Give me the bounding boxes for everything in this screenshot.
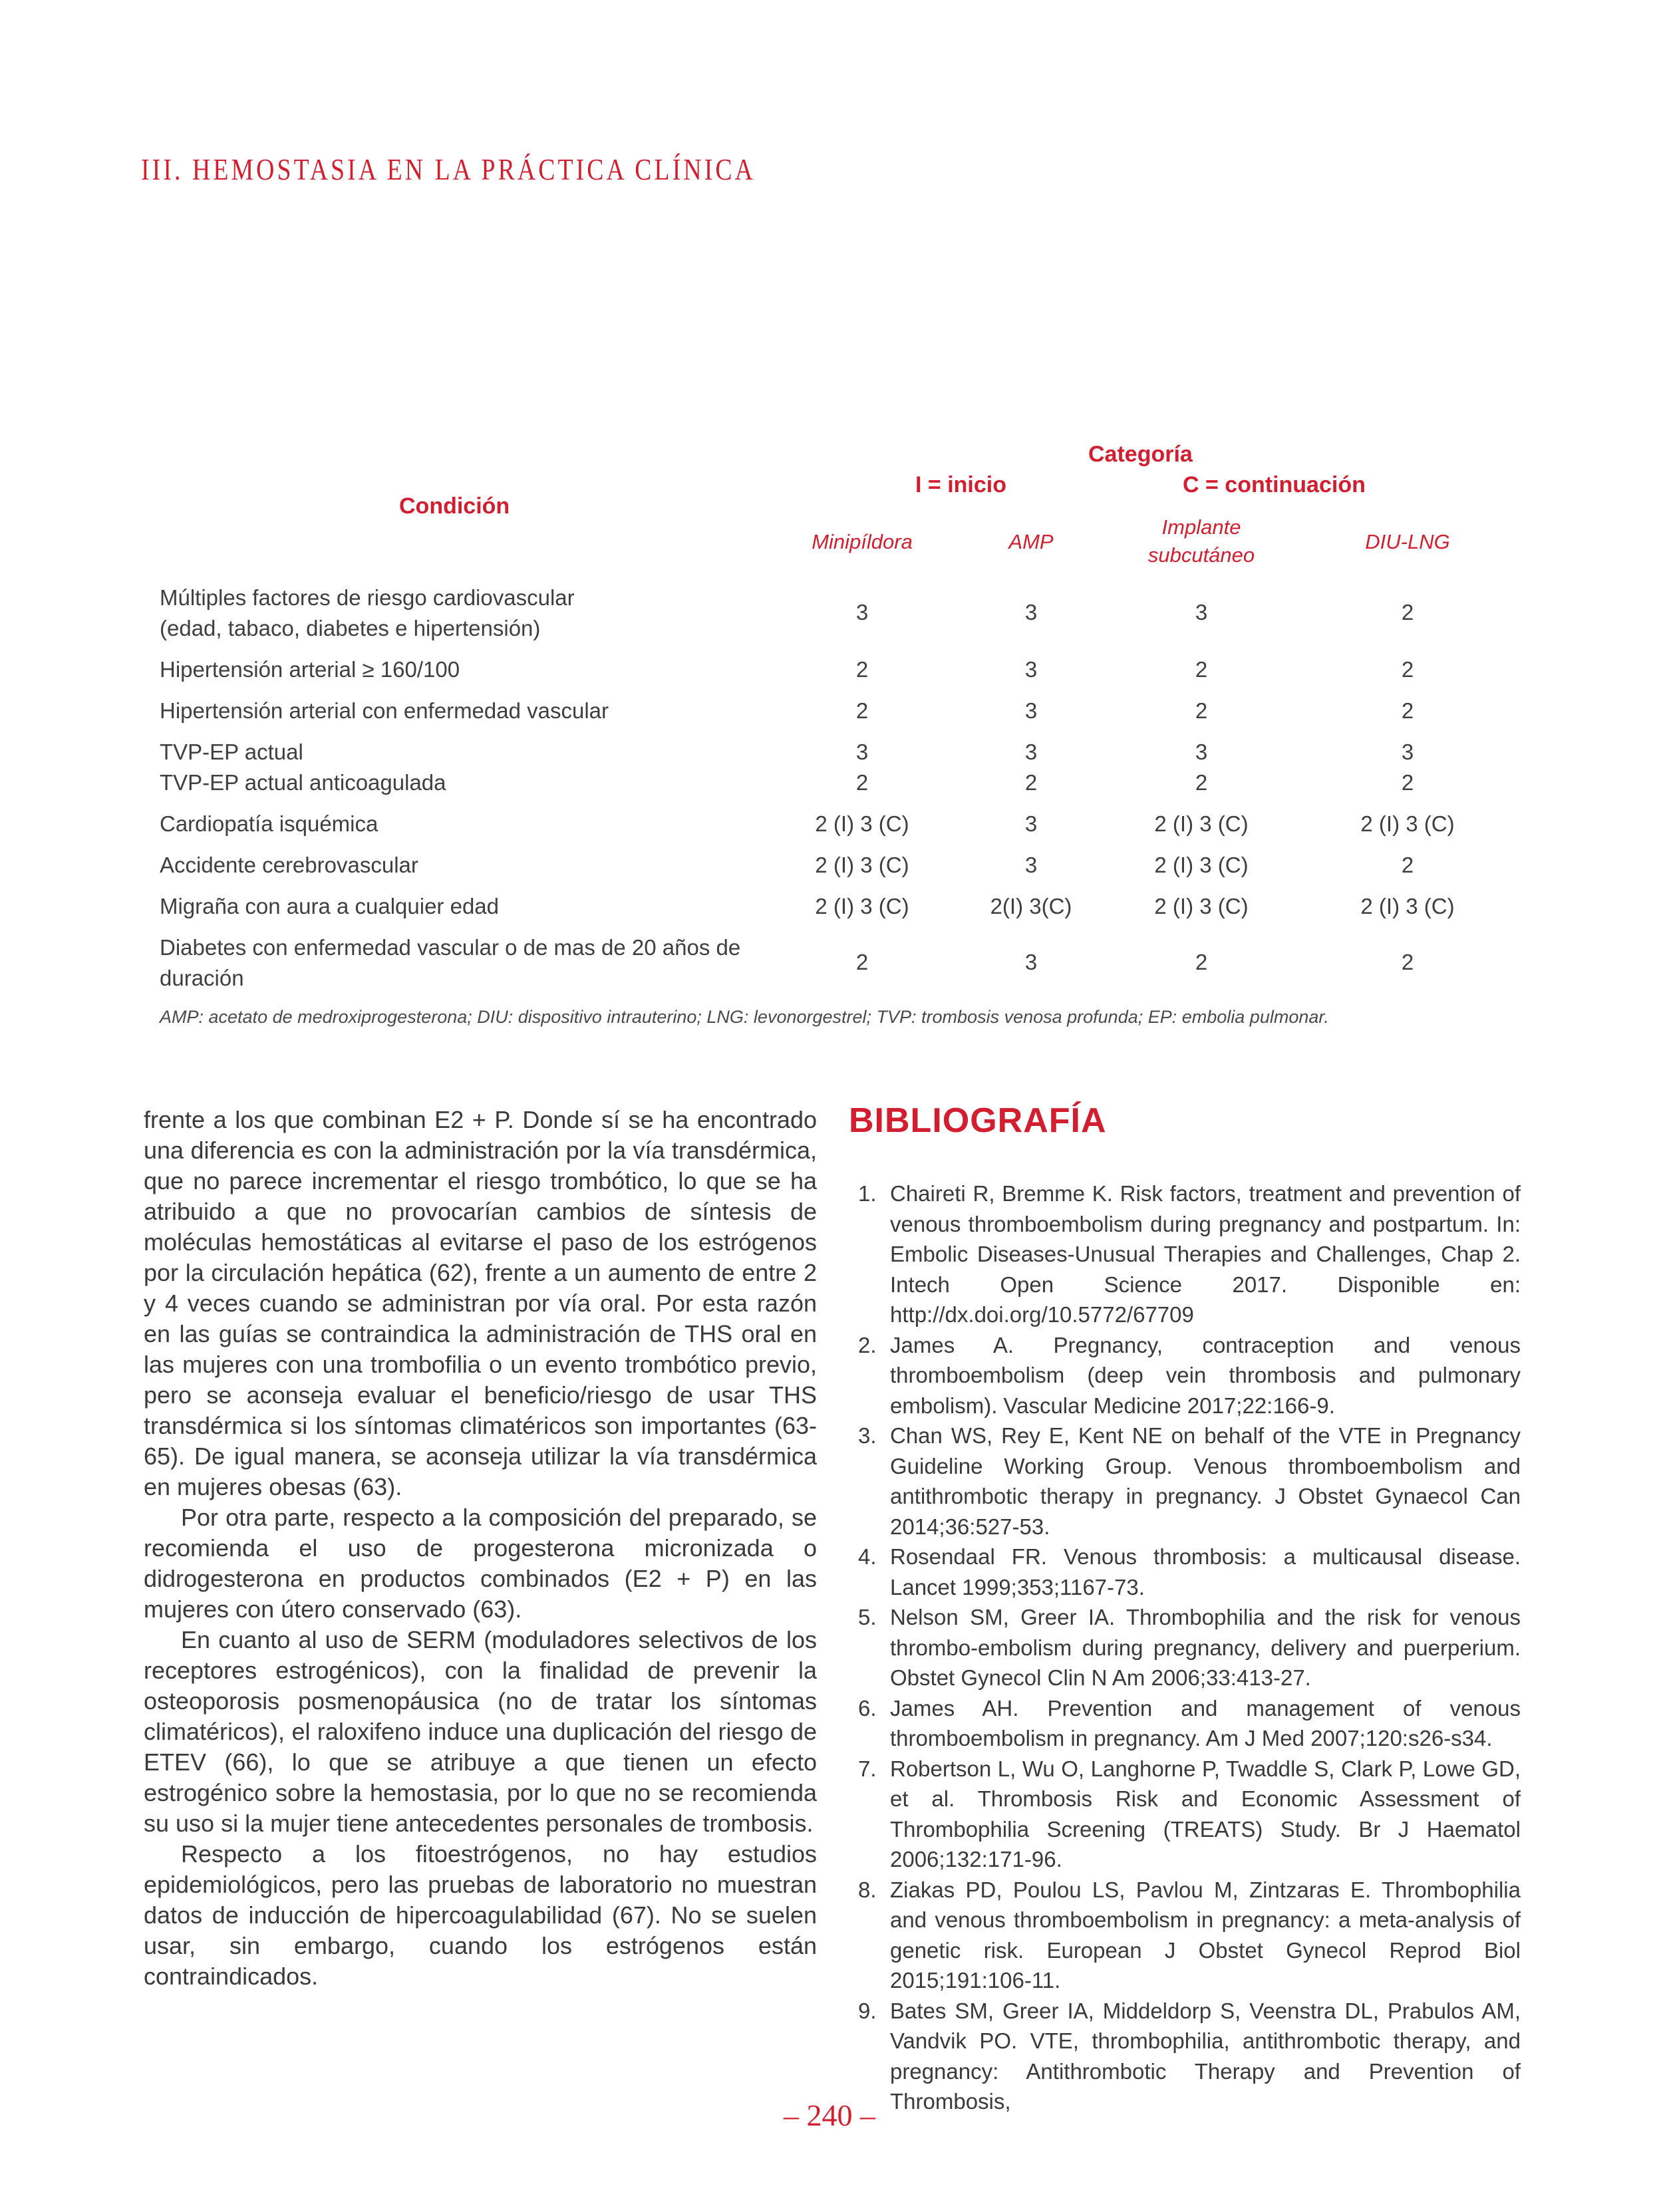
reference-item xyxy=(858,1330,1521,1421)
table-cell: 2 xyxy=(1401,853,1414,877)
reference-item xyxy=(858,1875,1521,1996)
table-cell: 2 xyxy=(1401,770,1414,795)
column-header-diu-lng: DIU-LNG xyxy=(1365,530,1450,553)
table-cell: 2 xyxy=(1401,950,1414,974)
condition-header: Condición xyxy=(399,493,510,519)
reference-text: Nelson SM, Greer IA. Thrombophilia and the risk for venous thrombo-embolism during pregnancy, delivery and puerperium. Obstet Gynecol Clin N Am 2006;33:413-27. xyxy=(890,1605,1521,1690)
reference-number: 6. xyxy=(858,1695,877,1721)
table-row-condition: TVP-EP actual xyxy=(160,740,303,764)
reference-number: 8. xyxy=(858,1877,877,1902)
reference-text: Robertson L, Wu O, Langhorne P, Twaddle S, Clark P, Lowe GD, et al. Thrombosis Risk and Economic Assessment of Thrombophilia Screening (TREATS) Study. Br J Haematol 2006;132:171-96. xyxy=(890,1756,1521,1871)
bibliography-title: BIBLIOGRAFÍA xyxy=(849,1101,1107,1140)
reference-number: 3. xyxy=(858,1423,877,1448)
body-paragraph: Respecto a los fitoestrógenos, no hay estudios epidemiológicos, pero las pruebas de laboratorio no muestran datos de inducción de hipercoagulabilidad (67). No se suelen usar, sin embargo, cuando los estrógenos están contraindicados. xyxy=(144,1840,817,1990)
reference-item xyxy=(858,1754,1521,1875)
table-cell: 2 xyxy=(1195,657,1208,682)
table-row-condition: Hipertensión arterial ≥ 160/100 xyxy=(160,657,460,682)
body-paragraph: En cuanto al uso de SERM (moduladores selectivos de los receptores estrogénicos), con la finalidad de prevenir la osteoporosis posmenopáusica (no de tratar los síntomas climatéricos), el raloxifeno induce una duplicación del riesgo de ETEV (66), lo que se atribuye a que tienen un efecto estrogénico sobre la hemostasia, por lo que no se recomienda su uso si la mujer tiene antecedentes personales de trombosis. xyxy=(144,1626,817,1837)
table-cell: 3 xyxy=(855,600,869,624)
table-cell: 3 xyxy=(1024,698,1038,723)
section-header: III. HEMOSTASIA EN LA PRÁCTICA CLÍNICA xyxy=(141,152,756,186)
table-cell: 2 (I) 3 (C) xyxy=(815,894,909,918)
table-cell: 2 xyxy=(1401,657,1414,682)
table-row-condition: Accidente cerebrovascular xyxy=(160,853,418,877)
category-header: Categoría xyxy=(1088,442,1193,467)
table-cell: 3 xyxy=(1024,811,1038,836)
reference-item xyxy=(858,1178,1521,1330)
reference-text: Chaireti R, Bremme K. Risk factors, treatment and prevention of venous thromboembolism during pregnancy and postpartum. In: Embolic Diseases-Unusual Therapies and Challenges, Chap 2. Intech Open Science 2017. Disponible en: http://dx.doi.org/10.5772/67709 xyxy=(890,1181,1521,1327)
table-footnote: AMP: acetato de medroxiprogesterona; DIU: dispositivo intrauterino; LNG: levonorgestrel; TVP: trombosis venosa profunda; EP: embolia pulmonar. xyxy=(160,1007,1329,1027)
table-cell: 3 xyxy=(1024,657,1038,682)
body-paragraph: frente a los que combinan E2 + P. Donde sí se ha encontrado una diferencia es con la administración por la vía transdérmica, que no parece incrementar el riesgo trombótico, lo que se ha atribuido a que no provocarían cambios de síntesis de moléculas hemostáticas al evitarse el paso de los estrógenos por la circulación hepática (62), frente a un aumento de entre 2 y 4 veces cuando se administran por vía oral. Por esta razón en las guías se contraindica la administración de THS oral en las mujeres con una trombofilia o un evento trombótico previo, pero se aconseja evaluar el beneficio/riesgo de usar THS transdérmica si los síntomas climatéricos son importantes (63-65). De igual manera, se aconseja utilizar la vía transdérmica en mujeres obesas (63). xyxy=(144,1106,817,1500)
reference-item xyxy=(858,1693,1521,1754)
table-cell: 2 (I) 3 (C) xyxy=(1360,811,1455,836)
reference-number: 5. xyxy=(858,1605,877,1629)
reference-number: 2. xyxy=(858,1332,877,1357)
table-cell: 2 xyxy=(1401,600,1414,624)
reference-text: Ziakas PD, Poulou LS, Pavlou M, Zintzaras E. Thrombophilia and venous thromboembolism in pregnancy: a meta-analysis of genetic risk. European J Obstet Gynecol Reprod Biol 2015;191:106-11. xyxy=(890,1877,1521,1993)
table-cell: 3 xyxy=(1195,600,1208,624)
table-cell: 2(I) 3(C) xyxy=(990,894,1072,918)
table-row-condition: Múltiples factores de riesgo cardiovascular (edad, tabaco, diabetes e hipertensión) xyxy=(160,585,575,640)
table-cell: 3 xyxy=(1024,740,1038,764)
reference-number: 4. xyxy=(858,1544,877,1569)
reference-text: Rosendaal FR. Venous thrombosis: a multicausal disease. Lancet 1999;353;1167-73. xyxy=(890,1544,1521,1599)
legend-inicio: I = inicio xyxy=(915,472,1006,497)
table-row-condition: Hipertensión arterial con enfermedad vascular xyxy=(160,698,609,723)
column-header-amp: AMP xyxy=(1008,530,1054,553)
table-cell: 2 xyxy=(1195,950,1208,974)
table-cell: 2 xyxy=(1195,698,1208,723)
table-cell: 3 xyxy=(1401,740,1414,764)
reference-text: Chan WS, Rey E, Kent NE on behalf of the VTE in Pregnancy Guideline Working Group. Venous thromboembolism and antithrombotic therapy in pregnancy. J Obstet Gynaecol Can 2014;36:527-53. xyxy=(890,1423,1521,1539)
table-row-condition: Diabetes con enfermedad vascular o de mas de 20 años de duración xyxy=(160,935,741,990)
body-text-column xyxy=(144,1105,817,1992)
table-cell: 3 xyxy=(1024,853,1038,877)
table-cell: 2 xyxy=(1024,770,1038,795)
legend-continuacion: C = continuación xyxy=(1183,472,1366,497)
body-paragraph: Por otra parte, respecto a la composición del preparado, se recomienda el uso de progesterona micronizada o didrogesterona en productos combinados (E2 + P) en las mujeres con útero conservado (63). xyxy=(144,1504,817,1623)
table-cell: 2 xyxy=(855,698,869,723)
table-cell: 3 xyxy=(855,740,869,764)
reference-item xyxy=(858,1542,1521,1602)
table-cell: 2 (I) 3 (C) xyxy=(1154,853,1249,877)
table-cell: 3 xyxy=(1195,740,1208,764)
bibliography-list xyxy=(858,1178,1521,2117)
reference-number: 1. xyxy=(858,1181,877,1206)
table-cell: 2 xyxy=(1401,698,1414,723)
table-row-condition: Cardiopatía isquémica xyxy=(160,811,378,836)
reference-item xyxy=(858,1602,1521,1693)
column-header-implante: Implante subcutáneo xyxy=(1147,515,1255,567)
table-cell: 2 xyxy=(1195,770,1208,795)
reference-item xyxy=(858,1421,1521,1542)
table-cell: 2 xyxy=(855,770,869,795)
reference-text: James AH. Prevention and management of venous thromboembolism in pregnancy. Am J Med 2007;120:s26-s34. xyxy=(890,1695,1521,1750)
table-cell: 2 (I) 3 (C) xyxy=(815,811,909,836)
table-cell: 2 xyxy=(855,657,869,682)
page-number: – 240 – xyxy=(784,2098,875,2132)
reference-number: 7. xyxy=(858,1756,877,1781)
reference-number: 9. xyxy=(858,1998,877,2023)
table-cell: 2 (I) 3 (C) xyxy=(1154,894,1249,918)
table-cell: 2 (I) 3 (C) xyxy=(1154,811,1249,836)
reference-text: Bates SM, Greer IA, Middeldorp S, Veenstra DL, Prabulos AM, Vandvik PO. VTE, thrombophilia, antithrombotic therapy, and pregnancy: Antithrombotic Therapy and Prevention of Thrombosis, xyxy=(890,1998,1521,2114)
table-row-condition: TVP-EP actual anticoagulada xyxy=(160,770,446,795)
table-cell: 2 (I) 3 (C) xyxy=(815,853,909,877)
table-cell: 2 xyxy=(855,950,869,974)
table-cell: 2 (I) 3 (C) xyxy=(1360,894,1455,918)
table-row-condition: Migraña con aura a cualquier edad xyxy=(160,894,500,918)
column-header-minipildora: Minipíldora xyxy=(812,530,913,553)
reference-text: James A. Pregnancy, contraception and venous thromboembolism (deep vein thrombosis and pulmonary embolism). Vascular Medicine 2017;22:166-9. xyxy=(890,1332,1521,1418)
table-cell: 3 xyxy=(1024,950,1038,974)
table-cell: 3 xyxy=(1024,600,1038,624)
